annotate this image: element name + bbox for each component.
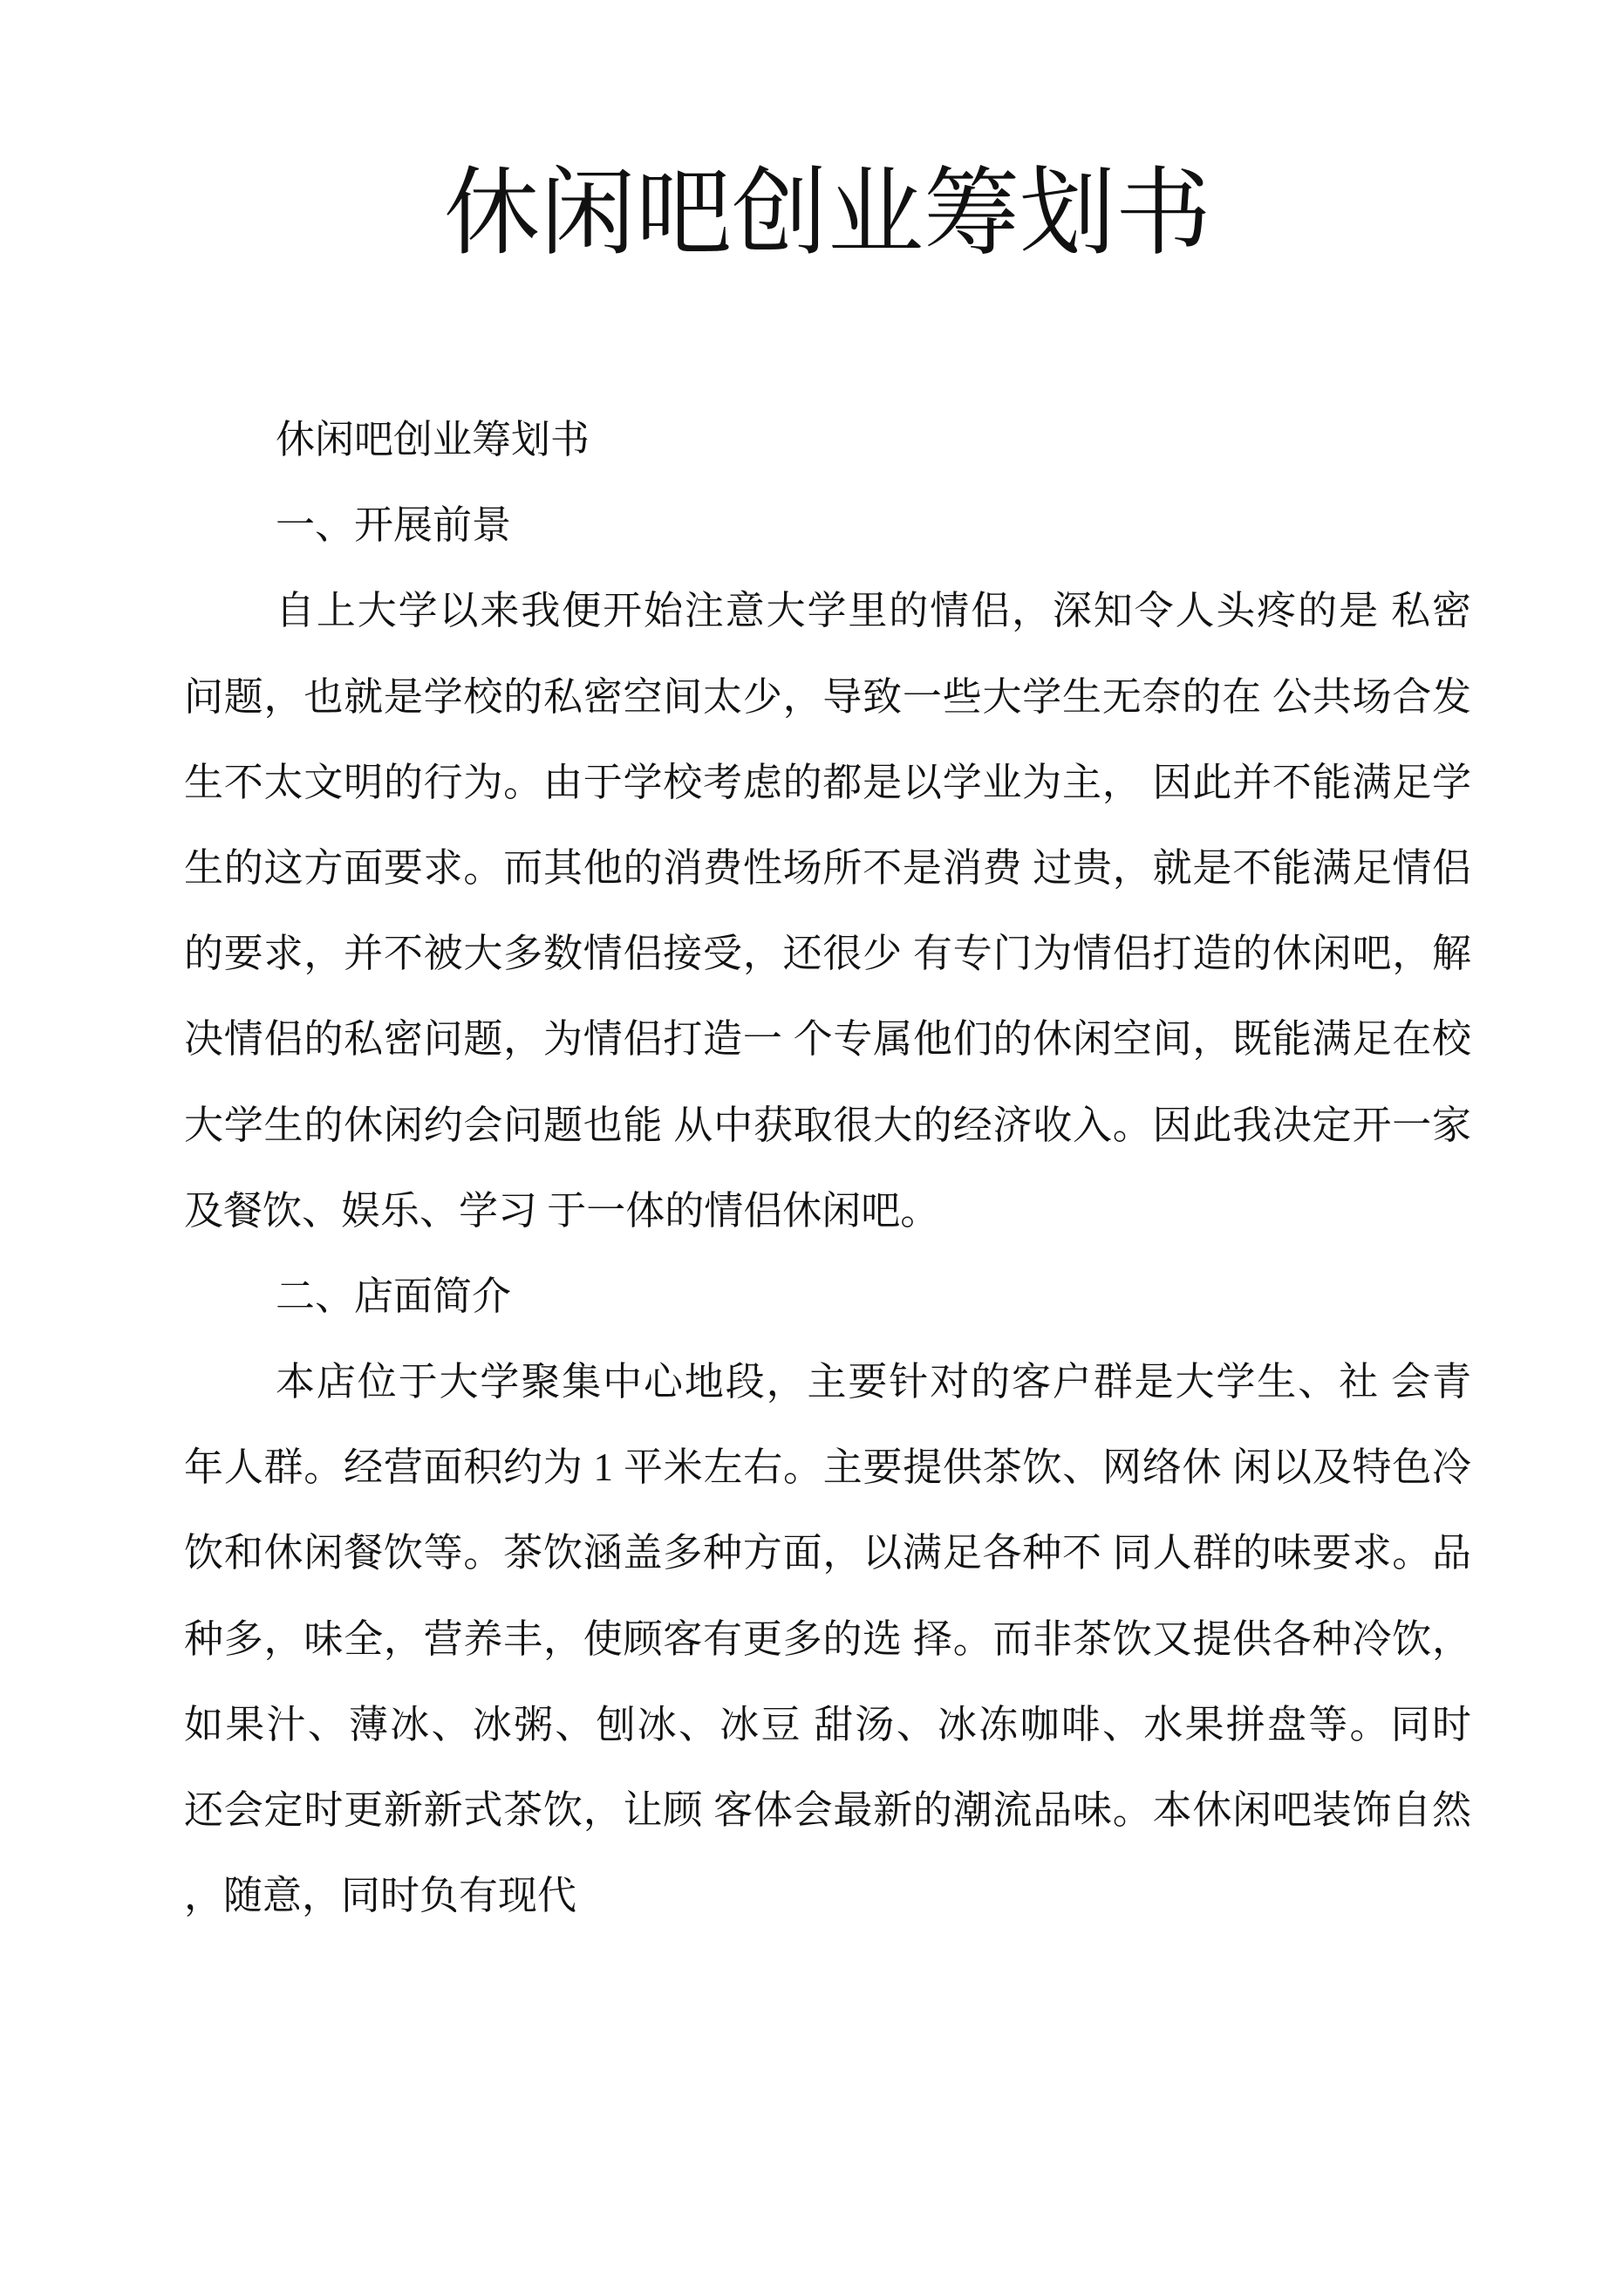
paragraph-line: 还会定时更新新式茶饮，让顾 客体会最新的潮流品味。本休闲吧装饰自然 (184, 1788, 1471, 1832)
section-heading: 一、开展前景 (276, 503, 512, 548)
section-heading-prospects (184, 482, 1471, 568)
section-heading: 二、店面简介 (276, 1274, 512, 1318)
section-heading-store (184, 1254, 1471, 1339)
paragraph-line: 问题，也就是学校的私密空间太少，导致一些大学生无奈的在 公共场合发 (184, 674, 1471, 719)
paragraph-line: ，随意，同时负有现代 (184, 1874, 577, 1918)
paragraph-subtitle (184, 397, 1471, 482)
paragraph-prospects (184, 568, 1471, 1254)
paragraph-line: 年人群。经营面积约为 1 平米左右。主要提供茶饮、网络休 闲以及特色冷 (184, 1445, 1471, 1490)
paragraph-line: 本店位于大学聚集中心地段，主要针对的客户群是大学生、社 会青 (276, 1360, 1471, 1404)
document-title: 休闲吧创业筹划书 (444, 161, 1211, 267)
paragraph-line: 决情侣的私密问题，为情侣打造一 个专属他们的休闲空间，既能满足在校 (184, 1017, 1471, 1062)
paragraph-line: 生不太文明的行为。由于学校考虑的都是以学业为主， 因此并不能满足学 (184, 760, 1471, 804)
paragraph-line: 种多，味全，营养丰，使顾客有更多的选 择。而非茶饮又提供各种冷饮， (184, 1616, 1471, 1661)
document-body (184, 397, 1471, 1938)
paragraph-line: 饮和休闲餐饮等。茶饮涵盖多种方面，以满足各种不 同人群的味要求。品 (184, 1531, 1471, 1575)
paragraph-store-intro (184, 1339, 1471, 1938)
paragraph-line: 的要求，并不被大多数情侣接受，还很少 有专门为情侣打造的休闲吧，解 (184, 932, 1471, 976)
paragraph-line: 自上大学以来我便开始注意大学里的情侣，深知令人头疼的是 私密 (276, 589, 1471, 633)
paragraph-line: 休闲吧创业筹划书 (276, 418, 590, 461)
paragraph-line: 如果汁、薄冰、冰粥、刨冰、冰豆 甜汤、冰冻咖啡、水果拼盘等。同时 (184, 1702, 1471, 1746)
paragraph-line: 生的这方面要求。而其他的消费性场所不是消费 过贵，就是不能满足情侣 (184, 845, 1471, 890)
paragraph-line: 大学生的休闲约会问题也能 从中获取很大的经济收入。因此我决定开一家 (184, 1103, 1471, 1147)
paragraph-line: 及餐饮、娱乐、学习 于一体的情侣休闲吧。 (184, 1188, 940, 1233)
